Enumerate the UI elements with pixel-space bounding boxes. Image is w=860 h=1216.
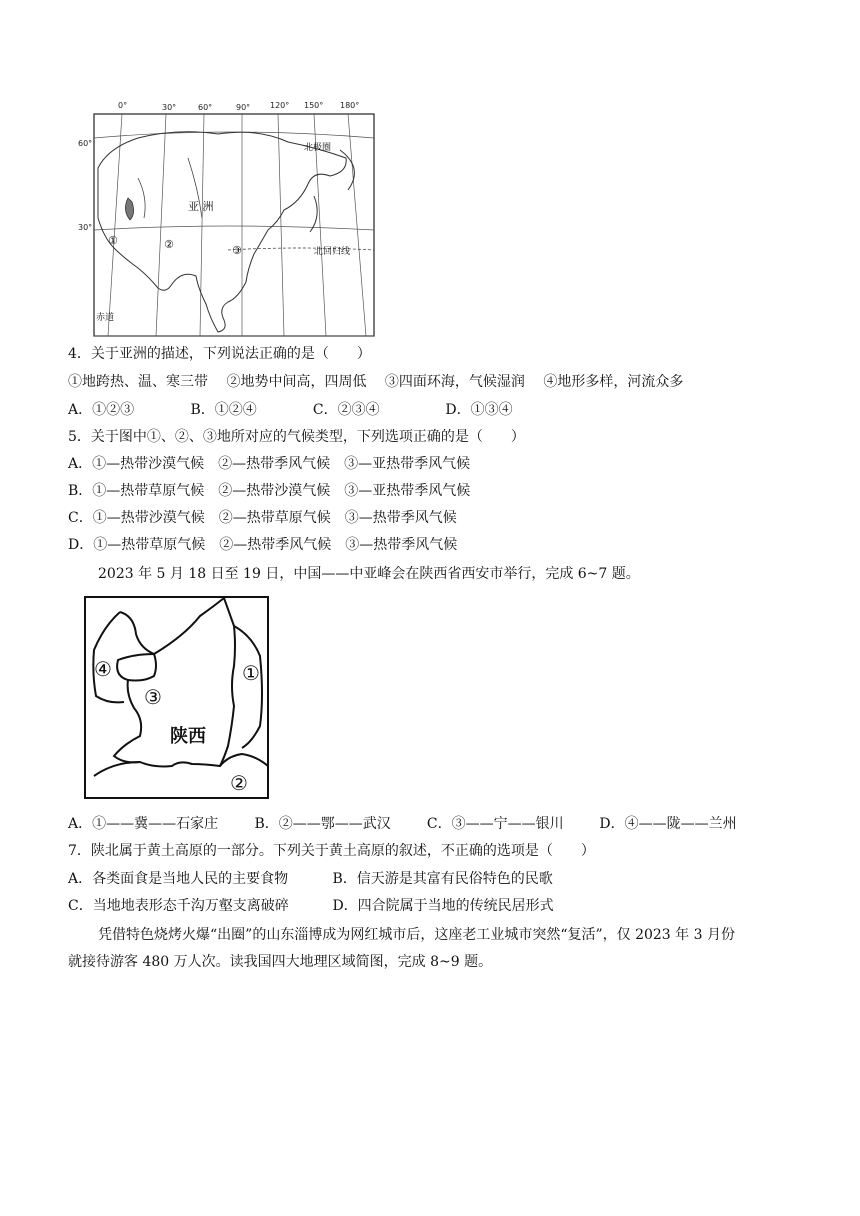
q4-statements: ①地跨热、温、寒三带 ②地势中间高，四周低 ③四面环海，气候湿润 ④地形多样，河流众多: [68, 374, 684, 390]
map-frame: [85, 597, 268, 798]
equator-label: 赤道: [96, 313, 115, 323]
asia-map: [78, 98, 378, 338]
q7-options-row2: [68, 896, 554, 916]
region-3-boundary: [117, 654, 154, 680]
tropic-label: 北回归线: [314, 247, 351, 257]
q4-stem: 4．关于亚洲的描述，下列说法正确的是（ ）: [68, 346, 371, 362]
marker-3: ③: [232, 244, 242, 257]
q6-option-b[interactable]: B．②——鄂——武汉: [254, 816, 391, 832]
q5-option-b[interactable]: B．①—热带草原气候 ②—热带沙漠气候 ③—亚热带季风气候: [68, 483, 471, 499]
q6-options: [68, 814, 737, 834]
marker-2: ②: [230, 771, 248, 795]
intro-8-9-line2: 就接待游客 480 万人次。读我国四大地理区域简图，完成 8~9 题。: [68, 954, 493, 970]
lon-label: 150°: [304, 101, 324, 110]
marker-1: ①: [108, 234, 118, 247]
q4-option-c[interactable]: C．②③④: [312, 402, 380, 418]
map-frame: [94, 114, 374, 336]
river: [138, 178, 145, 218]
graticule: [94, 114, 374, 336]
asia-coastline: [98, 132, 346, 332]
q4-option-d[interactable]: D．①③④: [445, 402, 513, 418]
asia-region-label: 亚 洲: [188, 200, 214, 213]
lon-label: 30°: [162, 103, 177, 112]
q5-option-c[interactable]: C．①—热带沙漠气候 ②—热带草原气候 ③—热带季风气候: [68, 510, 457, 526]
intro-8-9-line1: 凭借特色烧烤火爆“出圈”的山东淄博成为网红城市后，这座老工业城市突然“复活”，仅 2023 年 3 月份: [98, 927, 735, 943]
marker-3: ③: [144, 685, 162, 709]
arctic-circle-label: 北极圈: [304, 143, 332, 153]
q7-option-d[interactable]: D．四合院属于当地的传统民居形式: [332, 898, 554, 914]
marker-1: ①: [242, 661, 260, 685]
shaanxi-label: 陕西: [170, 726, 206, 747]
q6-option-d[interactable]: D．④——陇——兰州: [599, 816, 737, 832]
lat-label: 30°: [78, 223, 93, 232]
region-1-boundary: [234, 626, 262, 748]
lon-label: 60°: [198, 103, 213, 112]
q7-options-row1: [68, 869, 553, 889]
q7-option-c[interactable]: C．当地地表形态千沟万壑支离破碎: [68, 898, 289, 914]
lon-label: 120°: [270, 101, 290, 110]
q6-option-c[interactable]: C．③——宁——银川: [426, 816, 564, 832]
q5-option-a[interactable]: A．①—热带沙漠气候 ②—热带季风气候 ③—亚热带季风气候: [68, 456, 471, 472]
lon-label: 0°: [118, 101, 128, 110]
marker-2: ②: [164, 238, 174, 251]
q4-option-a[interactable]: A．①②③: [68, 402, 135, 418]
q4-options: [68, 400, 513, 420]
japan: [310, 196, 317, 232]
q7-option-b[interactable]: B．信天游是其富有民俗特色的民歌: [332, 871, 553, 887]
intro-6-7: 2023 年 5 月 18 日至 19 日，中国——中亚峰会在陕西省西安市举行，完成 6~7 题。: [98, 566, 640, 582]
shaanxi-map: [84, 596, 270, 800]
tropic-line: [228, 248, 374, 250]
lat-label: 60°: [78, 139, 93, 148]
q5-stem: 5．关于图中①、②、③地所对应的气候类型，下列选项正确的是（ ）: [68, 429, 525, 445]
marker-4: ④: [94, 657, 112, 681]
q4-option-b[interactable]: B．①②④: [190, 402, 257, 418]
q7-option-a[interactable]: A．各类面食是当地人民的主要食物: [68, 871, 289, 887]
lon-label: 90°: [236, 103, 251, 112]
q5-option-d[interactable]: D．①—热带草原气候 ②—热带季风气候 ③—热带季风气候: [68, 537, 458, 553]
lon-label: 180°: [340, 101, 360, 110]
southern-boundary: [94, 762, 140, 776]
region-2-boundary: [220, 754, 268, 766]
q7-stem: 7．陕北属于黄土高原的一部分。下列关于黄土高原的叙述，不正确的选项是（ ）: [68, 843, 595, 859]
caspian-sea: [125, 198, 133, 220]
q6-option-a[interactable]: A．①——冀——石家庄: [68, 816, 219, 832]
